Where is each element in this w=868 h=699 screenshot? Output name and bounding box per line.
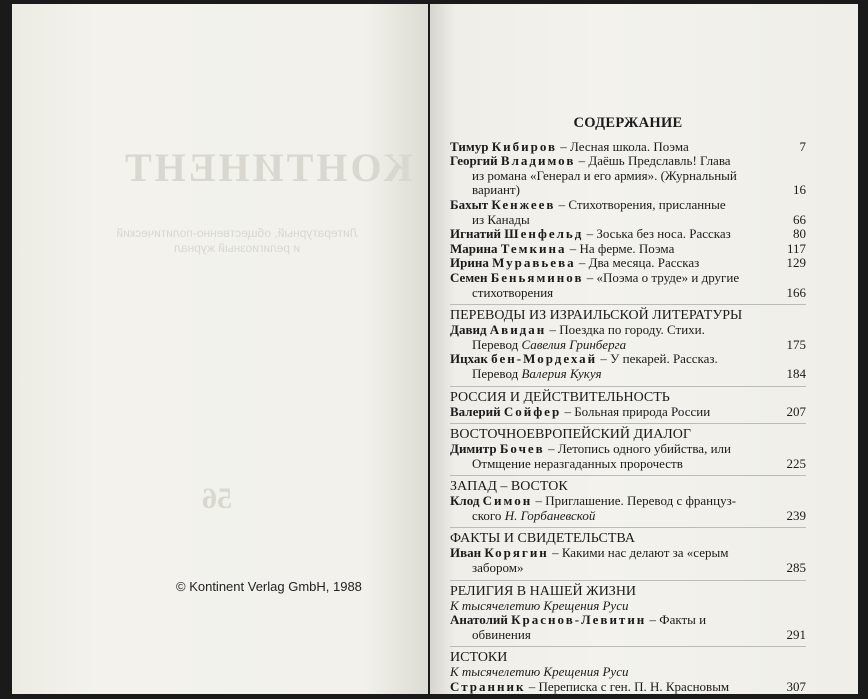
entry-text-wrap [450,680,779,695]
entry-text: РОССИЯ И ДЕЙСТВИТЕЛЬНОСТЬ [450,389,670,405]
entry-text-wrap [450,323,806,338]
show-through-title: КОНТИНЕНТ [122,145,413,190]
toc-entry-line [450,227,806,242]
entry-text-wrap [450,442,806,457]
author-surname: Владимов [500,153,576,169]
entry-text: – На ферме. Поэма [566,240,675,256]
page-number: 285 [786,560,806,576]
author-surname: бен-Мордехай [491,351,598,367]
toc-entry-line [450,680,806,695]
toc-entry-line [450,183,806,198]
toc-entry-line [450,457,806,472]
section-divider [450,423,806,424]
author-first-name: Ицхак [450,351,492,367]
entry-text: – Лесная школа. Поэма [557,138,689,154]
entry-text: – Какими нас делают за «серым [548,545,729,561]
entry-text: из романа «Генерал и его армия». (Журнальный [472,167,737,183]
toc-entry-line [450,140,806,155]
entry-text-wrap [450,427,806,442]
entry-text-wrap [450,561,779,576]
page-number: 166 [786,284,806,300]
entry-text: – «Поэма о труде» и другие [583,269,740,285]
entry-text-wrap [450,457,779,472]
section-divider [450,580,806,581]
page-number: 117 [786,240,806,256]
toc-entry-line [450,665,806,680]
entry-text-wrap [450,599,806,614]
author-surname: Кибиров [491,138,558,154]
entry-text-wrap [450,494,806,509]
toc-entry-line [450,628,806,643]
author-surname: Темкина [500,240,567,256]
table-of-contents [450,116,806,695]
page-number: 80 [793,226,806,242]
author-first-name: Иван [450,545,485,561]
show-through-issue: 56 [202,482,232,515]
entry-text-wrap [450,613,806,628]
author-surname: Краснов-Левитин [511,612,647,628]
entry-text-wrap [450,584,806,599]
section-heading [450,479,806,494]
left-page [12,4,428,694]
italic-text: Н. Горбаневской [504,507,596,523]
author-first-name: Бахыт [450,196,492,212]
entry-text: обвинения [472,626,531,642]
toc-entry-line [450,286,806,301]
entry-text: забором» [472,560,524,576]
author-first-name: Давид [450,322,490,338]
entry-text-wrap [450,367,779,382]
entry-text: ФАКТЫ И СВИДЕТЕЛЬСТВА [450,531,635,547]
author-first-name: Ирина [450,255,493,271]
entry-text: – Переписка с ген. П. Н. Красновым [525,679,730,695]
entry-text: ского [472,507,505,523]
section-divider [450,527,806,528]
right-page [430,4,858,694]
section-heading [450,390,806,405]
section-heading [450,427,806,442]
entry-text-wrap [450,169,806,184]
entry-text-wrap [450,546,806,561]
toc-entry-line [450,271,806,286]
section-divider [450,646,806,647]
page-number: 7 [799,138,806,154]
page-number: 175 [786,336,806,352]
show-through-subtitle: Литературный, общественно-политический и религиозный журнал [116,226,358,255]
section-heading [450,650,806,665]
toc-entry-line [450,256,806,271]
author-first-name: Семен [450,269,491,285]
author-surname: Шенфельд [504,226,584,242]
entry-text-wrap [450,665,806,680]
author-first-name: Георгий [450,153,501,169]
italic-text: Валерия Кукуя [521,365,602,381]
entry-text-wrap [450,479,806,494]
toc-entry-line [450,546,806,561]
entry-text-wrap [450,183,785,198]
entry-text-wrap [450,227,785,242]
entry-text-wrap [450,256,779,271]
entry-text: из Канады [472,211,530,227]
page-number: 307 [786,679,806,695]
toc-entry-line [450,494,806,509]
section-divider [450,386,806,387]
toc-entry-line [450,367,806,382]
toc-entry-line [450,169,806,184]
entry-text: РЕЛИГИЯ В НАШЕЙ ЖИЗНИ [450,583,637,599]
page-number: 239 [786,507,806,523]
page-number: 184 [786,365,806,381]
author-first-name: Клод [450,493,483,509]
entry-text-wrap [450,154,806,169]
author-surname: Странник [450,679,526,695]
entry-text-wrap [450,390,806,405]
entry-text-wrap [450,531,806,546]
entry-text-wrap [450,198,806,213]
entry-text: ИСТОКИ [450,650,508,666]
toc-entry-line [450,154,806,169]
italic-text: К тысячелетию Крещения Руси [450,597,629,613]
section-heading [450,531,806,546]
entry-text-wrap [450,628,779,643]
entry-text: – Больная природа России [561,403,711,419]
entry-text-wrap [450,509,779,524]
toc-entry-line [450,338,806,353]
entry-text: Перевод [472,336,522,352]
toc-entry-line [450,242,806,257]
author-surname: Муравьева [492,255,576,271]
entry-text: – Два месяца. Рассказ [575,255,700,271]
page-number: 225 [786,455,806,471]
entry-text-wrap [450,338,779,353]
page-number: 16 [793,182,806,198]
entry-text: Перевод [472,365,522,381]
italic-text: Савелия Гринберга [521,336,627,352]
section-divider [450,304,806,305]
entry-text: стихотворения [472,284,554,300]
entry-text: ЗАПАД – ВОСТОК [450,479,568,495]
entry-text-wrap [450,405,779,420]
entry-text: – Зоська без носа. Рассказ [583,226,731,242]
toc-entry-line [450,509,806,524]
entry-text-wrap [450,352,806,367]
entry-text-wrap [450,242,779,257]
entry-text-wrap [450,286,779,301]
page-number: 291 [786,626,806,642]
page-number: 66 [793,211,806,227]
italic-text: К тысячелетию Крещения Руси [450,664,629,680]
entry-text: – Поездка по городу. Стихи. [546,322,705,338]
toc-entry-line [450,561,806,576]
entry-text: – Стихотворения, присланные [555,196,726,212]
entry-text: – Даёшь Предславль! Глава [575,153,731,169]
entry-text: – У пекарей. Рассказ. [597,351,718,367]
toc-entry-line [450,352,806,367]
toc-entry-line [450,613,806,628]
entry-text-wrap [450,271,806,286]
toc-entry-line [450,198,806,213]
author-first-name: Анатолий [450,612,512,628]
entry-text-wrap [450,140,792,155]
toc-title: СОДЕРЖАНИЕ [573,115,683,131]
author-first-name: Валерий [450,403,504,419]
entry-text: Отмщение неразгаданных пророчеств [472,455,683,471]
page-number: 129 [786,255,806,271]
section-divider [450,475,806,476]
author-surname: Корягин [484,545,549,561]
entry-text: – Летопись одного убийства, или [544,441,731,457]
author-surname: Авидан [489,322,547,338]
copyright-notice: © Kontinent Verlag GmbH, 1988 [176,579,362,594]
entry-text: – Приглашение. Перевод с француз- [532,493,737,509]
author-surname: Беньяминов [490,269,584,285]
author-first-name: Тимур [450,138,492,154]
entry-text: ПЕРЕВОДЫ ИЗ ИЗРАИЛЬСКОЙ ЛИТЕРАТУРЫ [450,308,743,324]
author-surname: Кенжеев [491,196,556,212]
toc-entry-line [450,213,806,228]
section-heading [450,584,806,599]
toc-lines [450,140,806,695]
author-surname: Симон [482,493,533,509]
section-heading [450,308,806,323]
author-first-name: Игнатий [450,226,505,242]
entry-text: вариант) [472,182,520,198]
page-number: 207 [786,403,806,419]
author-surname: Сойфер [503,403,562,419]
entry-text-wrap [450,650,806,665]
toc-entry-line [450,442,806,457]
entry-text: – Факты и [646,612,707,628]
entry-text-wrap [450,213,785,228]
entry-text-wrap [450,308,806,323]
author-surname: Бочев [499,441,545,457]
toc-entry-line [450,599,806,614]
toc-entry-line [450,323,806,338]
author-first-name: Марина [450,240,501,256]
toc-entry-line [450,405,806,420]
author-first-name: Димитр [450,441,500,457]
entry-text: ВОСТОЧНОЕВРОПЕЙСКИЙ ДИАЛОГ [450,427,692,443]
